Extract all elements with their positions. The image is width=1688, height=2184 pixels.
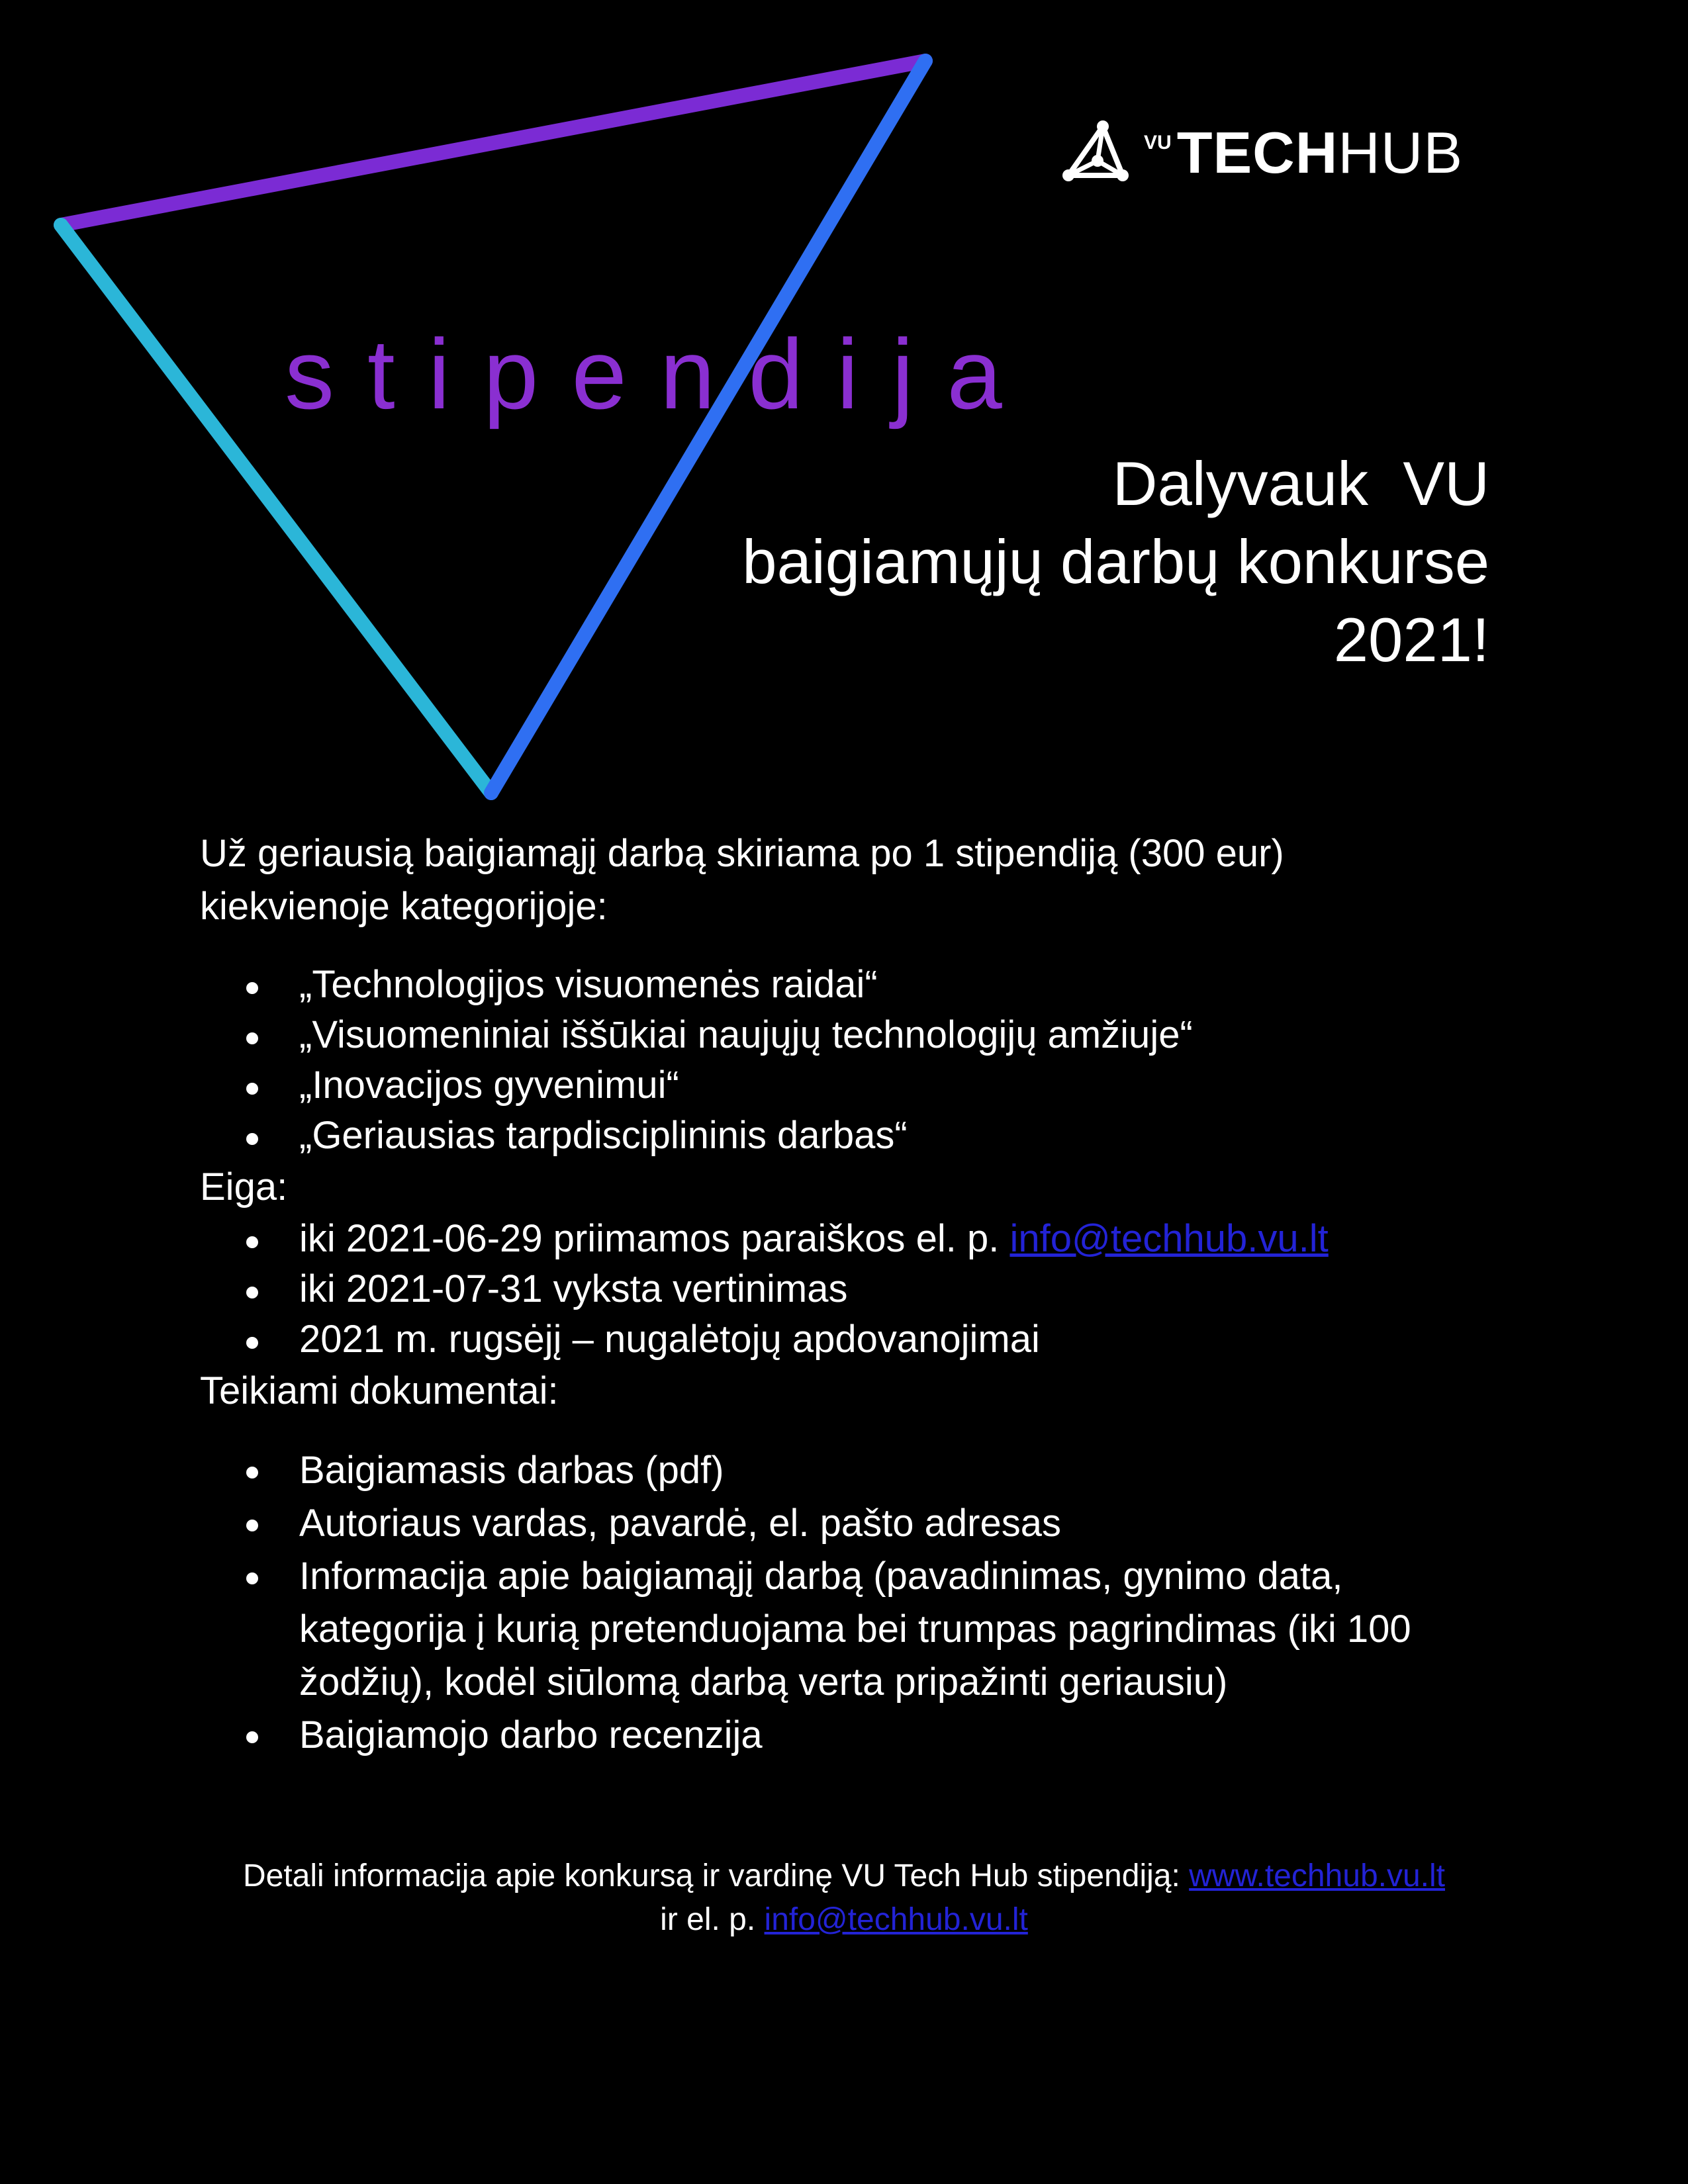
document-item: Autoriaus vardas, pavardė, el. pašto adresas — [299, 1502, 1061, 1545]
document-item-line-3: žodžių), kodėl siūlomą darbą verta pripažinti geriausiu) — [299, 1661, 1228, 1704]
bullet-icon — [246, 1467, 258, 1479]
bullet-icon — [246, 1032, 258, 1044]
eiga-item-3-text: 2021 m. rugsėjį – nugalėtojų apdovanojimai — [299, 1318, 1040, 1361]
intro-line-1: Už geriausią baigiamąjį darbą skiriama po 1 stipendiją (300 eur) — [200, 832, 1284, 875]
eiga-item-2-text: iki 2021-07-31 vyksta vertinimas — [299, 1267, 848, 1310]
document-item: Baigiamasis darbas (pdf) — [299, 1449, 724, 1492]
list-item — [200, 1550, 1497, 1709]
email-link[interactable]: info@techhub.vu.lt — [1009, 1217, 1329, 1260]
bullet-icon — [246, 1520, 258, 1531]
triangle-left-edge — [61, 225, 491, 793]
category-label: „Visuomeniniai iššūkiai naujųjų technologijų amžiuje“ — [299, 1013, 1193, 1056]
bullet-icon — [246, 982, 258, 994]
logo-tech-text: TECH — [1176, 120, 1338, 185]
intro-text — [200, 827, 1497, 933]
footer-email-link[interactable]: info@techhub.vu.lt — [764, 1902, 1028, 1937]
category-label: „Inovacijos gyvenimui“ — [299, 1064, 679, 1107]
bullet-icon — [246, 1287, 258, 1298]
stipendija-title: stipendija — [285, 318, 1035, 430]
list-item — [200, 1060, 1497, 1111]
document-item: Baigiamojo darbo recenzija — [299, 1713, 763, 1756]
eiga-list — [200, 1214, 1497, 1365]
list-item — [200, 1214, 1497, 1264]
category-label: „Geriausias tarpdisciplininis darbas“ — [299, 1114, 908, 1157]
headline-line-1: Dalyvauk VU — [1112, 449, 1489, 518]
list-item — [200, 1010, 1497, 1060]
list-item — [200, 1264, 1497, 1314]
bullet-icon — [246, 1731, 258, 1743]
logo-vu-text: VU — [1144, 132, 1172, 154]
list-item — [200, 1709, 1497, 1762]
list-item — [200, 1444, 1497, 1497]
footer-info — [0, 1854, 1688, 1942]
headline-line-3: 2021! — [1333, 605, 1489, 674]
document-item-line-1: Informacija apie baigiamąjį darbą (pavadinimas, gynimo data, — [299, 1555, 1343, 1598]
documents-list — [200, 1444, 1497, 1762]
bullet-icon — [246, 1337, 258, 1349]
footer-line-2-text: ir el. p. — [660, 1902, 765, 1937]
category-label: „Technologijos visuomenės raidai“ — [299, 963, 878, 1006]
document-item-line-2: kategorija į kurią pretenduojama bei trumpas pagrindimas (iki 100 — [299, 1608, 1411, 1651]
website-link[interactable]: www.techhub.vu.lt — [1189, 1858, 1445, 1893]
intro-line-2: kiekvienoje kategorijoje: — [200, 885, 608, 928]
network-triangle-icon — [1059, 120, 1132, 186]
list-item — [200, 1497, 1497, 1550]
list-item — [200, 1111, 1497, 1161]
eiga-item-1-text: iki 2021-06-29 priimamos paraiškos el. p. — [299, 1217, 1010, 1260]
headline — [742, 445, 1489, 679]
documents-heading: Teikiami dokumentai: — [200, 1369, 559, 1412]
bullet-icon — [246, 1083, 258, 1095]
bullet-icon — [246, 1133, 258, 1145]
footer-line-1-text: Detali informacija apie konkursą ir vardinę VU Tech Hub stipendiją: — [242, 1858, 1190, 1893]
main-content — [200, 827, 1497, 1762]
list-item — [200, 1314, 1497, 1365]
bullet-icon — [246, 1572, 258, 1584]
bullet-icon — [246, 1236, 258, 1248]
vu-techhub-logo — [1059, 116, 1463, 189]
headline-line-2: baigiamųjų darbų konkurse — [742, 527, 1489, 596]
categories-list — [200, 960, 1497, 1161]
list-item — [200, 960, 1497, 1010]
triangle-top-edge — [61, 61, 925, 225]
eiga-heading: Eiga: — [200, 1165, 288, 1208]
logo-hub-text: HUB — [1338, 120, 1464, 185]
